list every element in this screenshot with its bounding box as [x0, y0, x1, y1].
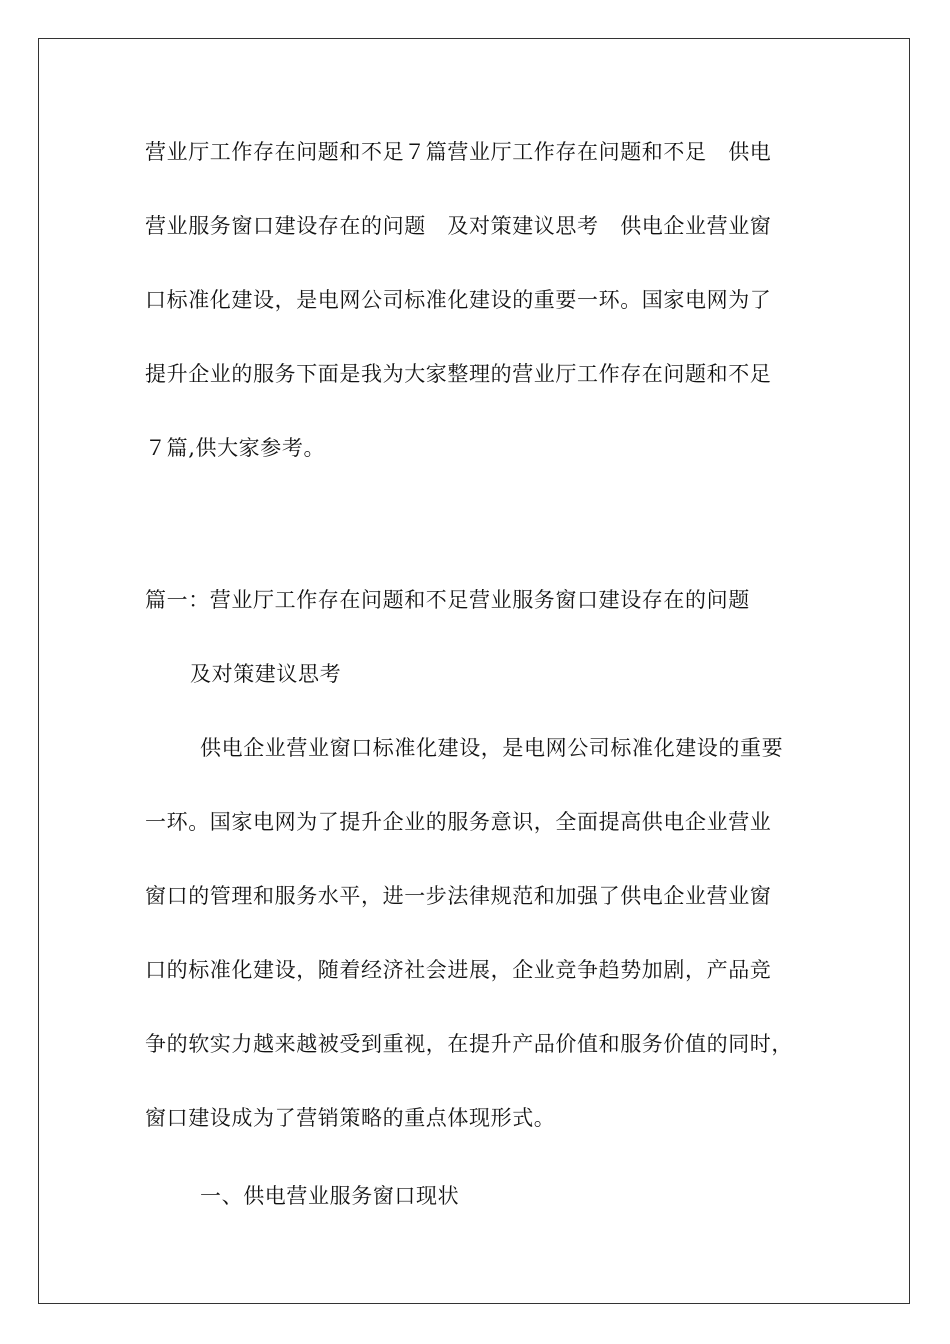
body-line: 供电企业营业窗口标准化建设，是电网公司标准化建设的重要 — [200, 736, 784, 760]
body-line: 窗口建设成为了营销策略的重点体现形式。 — [145, 1106, 556, 1130]
section-title: 篇一：营业厅工作存在问题和不足营业服务窗口建设存在的问题 — [145, 588, 750, 612]
body-line: 口的标准化建设，随着经济社会进展，企业竞争趋势加剧，产品竞 — [145, 958, 772, 982]
intro-line: 营业厅工作存在问题和不足７篇营业厅工作存在问题和不足 供电 — [145, 140, 772, 164]
section-title-continued: 及对策建议思考 — [190, 662, 342, 686]
body-line: 争的软实力越来越被受到重视，在提升产品价值和服务价值的同时， — [145, 1032, 793, 1056]
intro-line: 提升企业的服务下面是我为大家整理的营业厅工作存在问题和不足 — [145, 362, 772, 386]
body-line: 窗口的管理和服务水平，进一步法律规范和加强了供电企业营业窗 — [145, 884, 772, 908]
intro-line: ７篇,供大家参考。 — [145, 436, 326, 460]
body-line: 一环。国家电网为了提升企业的服务意识，全面提高供电企业营业 — [145, 810, 772, 834]
intro-line: 口标准化建设，是电网公司标准化建设的重要一环。国家电网为了 — [145, 288, 772, 312]
subheading: 一、供电营业服务窗口现状 — [200, 1184, 460, 1208]
intro-line: 营业服务窗口建设存在的问题 及对策建议思考 供电企业营业窗 — [145, 214, 772, 238]
